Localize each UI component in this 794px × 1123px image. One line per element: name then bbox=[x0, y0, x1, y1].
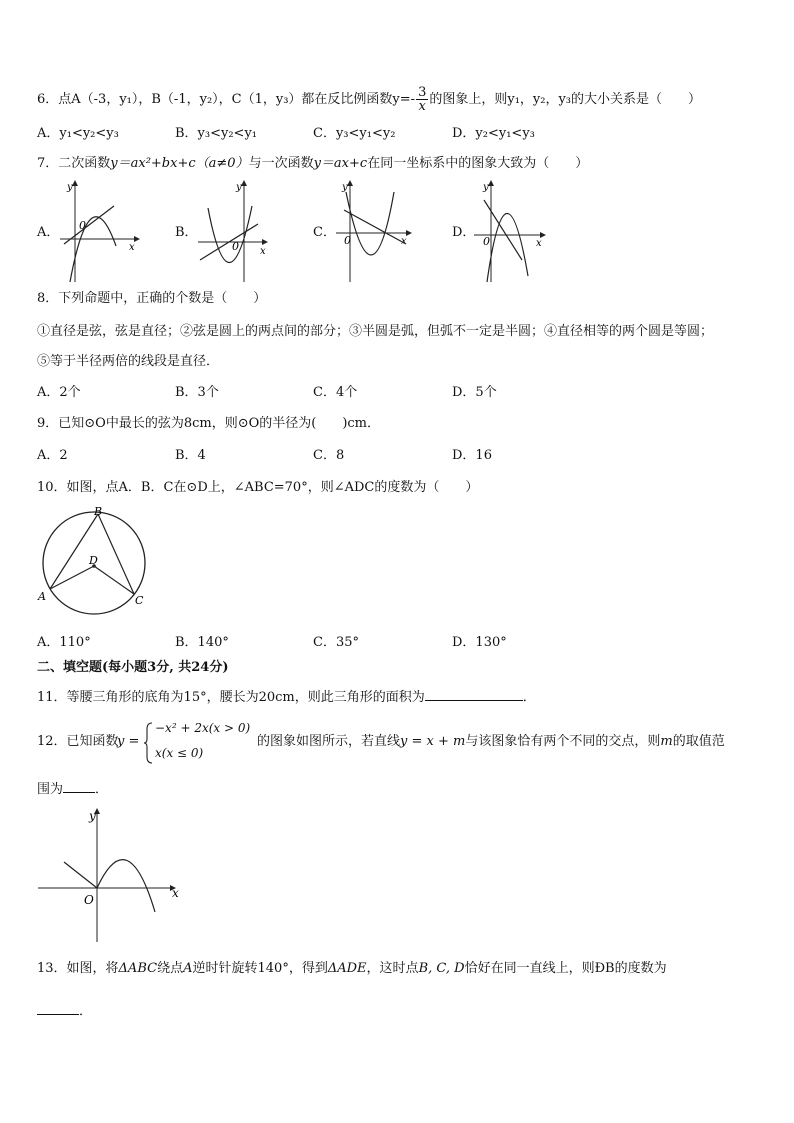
q6-option-a[interactable]: A．y₁<y₂<y₃ bbox=[37, 126, 119, 141]
q7-b-x-label: x bbox=[260, 246, 266, 257]
q7-stem bbox=[37, 154, 588, 174]
q12-line2 bbox=[37, 778, 108, 800]
q7-c-y-label: y bbox=[342, 182, 348, 193]
q12-line2-text: 围为 bbox=[37, 782, 64, 797]
q7-b-origin-label: 0 bbox=[232, 240, 239, 253]
q13-p2: 绕点 bbox=[157, 961, 184, 976]
q8-option-c[interactable]: C．4个 bbox=[313, 385, 358, 400]
q12-piecewise-brace bbox=[144, 721, 154, 765]
q13-p3: 逆时针旋转 bbox=[192, 961, 258, 976]
q10-option-b[interactable]: B．140° bbox=[175, 635, 229, 650]
q7-a-y-label: y bbox=[67, 182, 73, 193]
q13-p1: 13．如图，将 bbox=[37, 961, 119, 976]
q7-c-x-label: x bbox=[401, 236, 407, 247]
q7-c-origin-label: 0 bbox=[344, 234, 351, 247]
q9-option-a[interactable]: A．2 bbox=[37, 448, 68, 463]
q7-graph-b[interactable] bbox=[196, 178, 270, 284]
q8-stem: 8．下列命题中，正确的个数是（ ） bbox=[37, 291, 267, 306]
q7-graph-c[interactable] bbox=[334, 178, 414, 284]
q7-d-origin-label: 0 bbox=[483, 235, 490, 248]
q7-b-y-label: y bbox=[236, 182, 242, 193]
q12-graph-x-label: x bbox=[172, 886, 179, 900]
q12-prefix: 12．已知函数 bbox=[37, 734, 119, 749]
q10-label-a: A bbox=[38, 590, 46, 603]
q6-stem bbox=[37, 86, 701, 113]
q6-option-c[interactable]: C．y₃<y₁<y₂ bbox=[313, 126, 396, 141]
q8-option-d[interactable]: D．5个 bbox=[452, 385, 497, 400]
q13-p6: 恰好在同一直线上，则ÐB的度数为 bbox=[464, 961, 667, 976]
q13-answer-blank[interactable] bbox=[37, 1000, 79, 1015]
q10-label-b: B bbox=[94, 505, 103, 518]
q12-var-m: m bbox=[660, 734, 673, 749]
q7-text-a: 7．二次函数 bbox=[37, 156, 111, 171]
q10-stem: 10．如图，点A．B．C在⊙D上，∠ABC=70°，则∠ADC的度数为（ ） bbox=[37, 480, 479, 495]
q13-points-bcd: B, C, D bbox=[418, 961, 465, 976]
q10-circle-figure bbox=[34, 503, 152, 621]
q10-option-a[interactable]: A．110° bbox=[37, 635, 91, 650]
q8-option-b[interactable]: B．3个 bbox=[175, 385, 219, 400]
q13-answer-line bbox=[37, 1000, 92, 1022]
q7-a-origin-label: 0 bbox=[79, 219, 86, 232]
q12-mid1: 的图象如图所示，若直线 bbox=[257, 734, 401, 749]
q7-a-x-label: x bbox=[129, 242, 135, 253]
q13-p5: ，这时点 bbox=[366, 961, 419, 976]
q7-d-x-label: x bbox=[536, 238, 542, 249]
q10-label-d: D bbox=[89, 554, 98, 567]
q7-option-a-label[interactable]: A． bbox=[37, 225, 60, 240]
q8-statement-line1: ①直径是弦，弦是直径；②弦是圆上的两点间的部分；③半圆是弧，但弧不一定是半圆；④直径相等的两个圆是等圆； bbox=[37, 324, 714, 339]
q7-graph-d[interactable] bbox=[472, 178, 548, 284]
q7-option-b-label[interactable]: B． bbox=[175, 225, 198, 240]
q13-angle: 140° bbox=[257, 961, 289, 976]
q10-option-c[interactable]: C．35° bbox=[313, 635, 359, 650]
q12-graph-origin-label: O bbox=[84, 893, 94, 907]
q11-stem bbox=[37, 686, 536, 708]
q11-end: ． bbox=[522, 690, 536, 705]
q9-option-c[interactable]: C．8 bbox=[313, 448, 345, 463]
q7-text-c: 在同一坐标系中的图象大致为（ ） bbox=[367, 156, 589, 171]
q13-stem bbox=[37, 959, 667, 979]
q6-frac-den: x bbox=[418, 99, 426, 114]
q12-answer-blank[interactable] bbox=[63, 778, 95, 793]
q7-option-c-label[interactable]: C． bbox=[313, 225, 336, 240]
q7-quadratic-expr: y＝ax²+bx+c（a≠0） bbox=[110, 156, 249, 171]
q12-line-expr: y = x + m bbox=[400, 734, 466, 749]
q12-case2: x(x ≤ 0) bbox=[155, 746, 204, 760]
q9-option-b[interactable]: B．4 bbox=[175, 448, 206, 463]
q6-option-d[interactable]: D．y₂<y₁<y₃ bbox=[452, 126, 535, 141]
q13-point-a: A bbox=[183, 961, 193, 976]
q13-p4: ，得到 bbox=[288, 961, 328, 976]
q12-mid3: 的取值范 bbox=[672, 734, 725, 749]
q12-graph-y-label: y bbox=[89, 809, 96, 823]
q6-fraction bbox=[416, 86, 428, 113]
q8-statement-line2: ⑤等于半径两倍的线段是直径． bbox=[37, 354, 220, 369]
q9-option-d[interactable]: D．16 bbox=[452, 448, 492, 463]
q13-end: ． bbox=[79, 1004, 93, 1019]
q13-triangle-abc: ΔABC bbox=[118, 961, 158, 976]
q7-graph-a[interactable] bbox=[58, 178, 142, 284]
q13-triangle-ade: ΔADE bbox=[327, 961, 367, 976]
q12-end: ． bbox=[95, 782, 109, 797]
q7-option-d-label[interactable]: D． bbox=[452, 225, 476, 240]
q12-function-graph bbox=[36, 806, 186, 946]
q11-text: 11．等腰三角形的底角为15°，腰长为20cm，则此三角形的面积为 bbox=[37, 690, 425, 705]
q10-option-d[interactable]: D．130° bbox=[452, 635, 507, 650]
q8-option-a[interactable]: A．2个 bbox=[37, 385, 81, 400]
q6-suffix: 的图象上，则y₁，y₂，y₃的大小关系是（ ） bbox=[429, 92, 702, 107]
q12-y-equals: y = bbox=[117, 734, 140, 749]
q7-d-y-label: y bbox=[483, 182, 489, 193]
q9-stem: 9．已知⊙O中最长的弦为8cm，则⊙O的半径为( )cm． bbox=[37, 416, 381, 431]
q6-option-b[interactable]: B．y₃<y₂<y₁ bbox=[175, 126, 258, 141]
q6-prefix: 6．点A（-3，y₁），B（-1，y₂），C（1，y₃）都在反比例函数y=- bbox=[37, 92, 416, 107]
q12-case1: −x² + 2x(x > 0) bbox=[155, 721, 251, 735]
section2-title: 二、填空题(每小题3分, 共24分) bbox=[37, 660, 229, 675]
q7-linear-expr: y＝ax+c bbox=[313, 156, 368, 171]
q6-frac-num: 3 bbox=[418, 85, 427, 100]
q10-label-c: C bbox=[135, 594, 144, 607]
q7-text-b: 与一次函数 bbox=[248, 156, 314, 171]
q11-answer-blank[interactable] bbox=[425, 686, 523, 701]
q12-mid2: 与该图象恰有两个不同的交点，则 bbox=[465, 734, 661, 749]
q12-text-mid bbox=[257, 731, 725, 753]
